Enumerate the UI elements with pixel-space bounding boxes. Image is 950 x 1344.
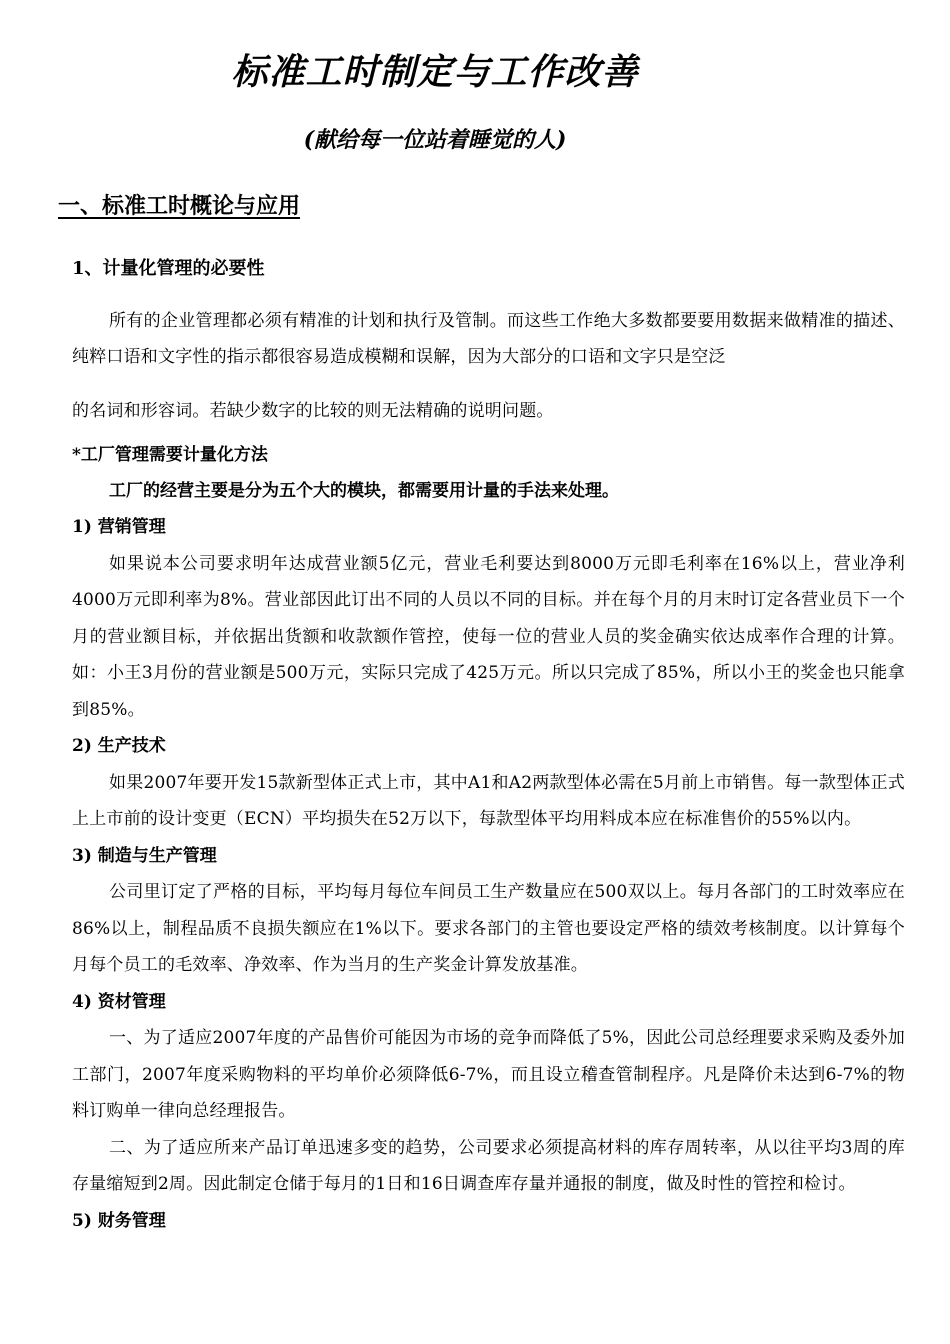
- section-heading: 一、标准工时概论与应用: [58, 193, 301, 219]
- item-paragraph: 二、为了适应所来产品订单迅速多变的趋势，公司要求必须提高材料的库存周转率，从以往平均3周的库存量缩短到2周。因此制定仓储于每月的1日和16日调查库存量并通报的制度，做及时性的管控和检讨。: [72, 1137, 905, 1194]
- document-title: 标准工时制定与工作改善: [231, 51, 639, 93]
- item-paragraph: 如果说本公司要求明年达成营业额5亿元，营业毛利要达到8000万元即毛利率在16%以上，营业净利4000万元即利率为8%。营业部因此订出不同的人员以不同的目标。并在每个月的月末时订定各营业员下一个月的营业额目标，并依据出货额和收款额作管控，使每一位的营业人员的奖金确实依达成率作合理的计算。如：小王3月份的营业额是500万元，实际只完成了425万元。所以只完成了85%，所以小王的奖金也只能拿到85%。: [72, 553, 905, 720]
- item-paragraph: 如果2007年要开发15款新型体正式上市，其中A1和A2两款型体必需在5月前上市销售。每一款型体正式上上市前的设计变更（ECN）平均损失在52万以下，每款型体平均用料成本应在标准售价的55%以内。: [72, 772, 905, 829]
- management-items: [72, 509, 905, 1239]
- item-heading: 2) 生产技术: [72, 736, 166, 756]
- intro-paragraph: 所有的企业管理都必须有精准的计划和执行及管制。而这些工作绝大多数都要要用数据来做精准的描述、纯粹口语和文字性的指示都很容易造成模糊和误解，因为大部分的口语和文字只是空泛: [72, 311, 905, 367]
- factory-intro: 工厂的经营主要是分为五个大的模块，都需要用计量的手法来处理。: [109, 481, 619, 501]
- item-paragraph: 公司里订定了严格的目标，平均每月每位车间员工生产数量应在500双以上。每月各部门的工时效率应在86%以上，制程品质不良损失额应在1%以下。要求各部门的主管也要设定严格的绩效考核制度。以计算每个月每个员工的毛效率、净效率、作为当月的生产奖金计算发放基准。: [72, 882, 905, 975]
- item-paragraph: 一、为了适应2007年度的产品售价可能因为市场的竞争而降低了5%，因此公司总经理要求采购及委外加工部门，2007年度采购物料的平均单价必须降低6-7%，而且设立稽查管制程序。凡是降价未达到6-7%的物料订购单一律向总经理报告。: [72, 1028, 905, 1121]
- factory-heading: *工厂管理需要计量化方法: [72, 445, 268, 465]
- subsection-heading: 1、计量化管理的必要性: [72, 258, 265, 279]
- item-heading: 1) 营销管理: [72, 517, 166, 537]
- item-heading: 3) 制造与生产管理: [72, 845, 217, 866]
- document-body: [72, 303, 905, 1239]
- item-heading: 4) 资材管理: [72, 991, 166, 1012]
- intro-paragraph-continued: 的名词和形容词。若缺少数字的比较的则无法精确的说明问题。: [72, 401, 554, 421]
- document-subtitle: (献给每一位站着睡觉的人): [303, 127, 567, 153]
- item-heading: 5) 财务管理: [72, 1210, 166, 1231]
- paragraph-gap: [72, 375, 905, 393]
